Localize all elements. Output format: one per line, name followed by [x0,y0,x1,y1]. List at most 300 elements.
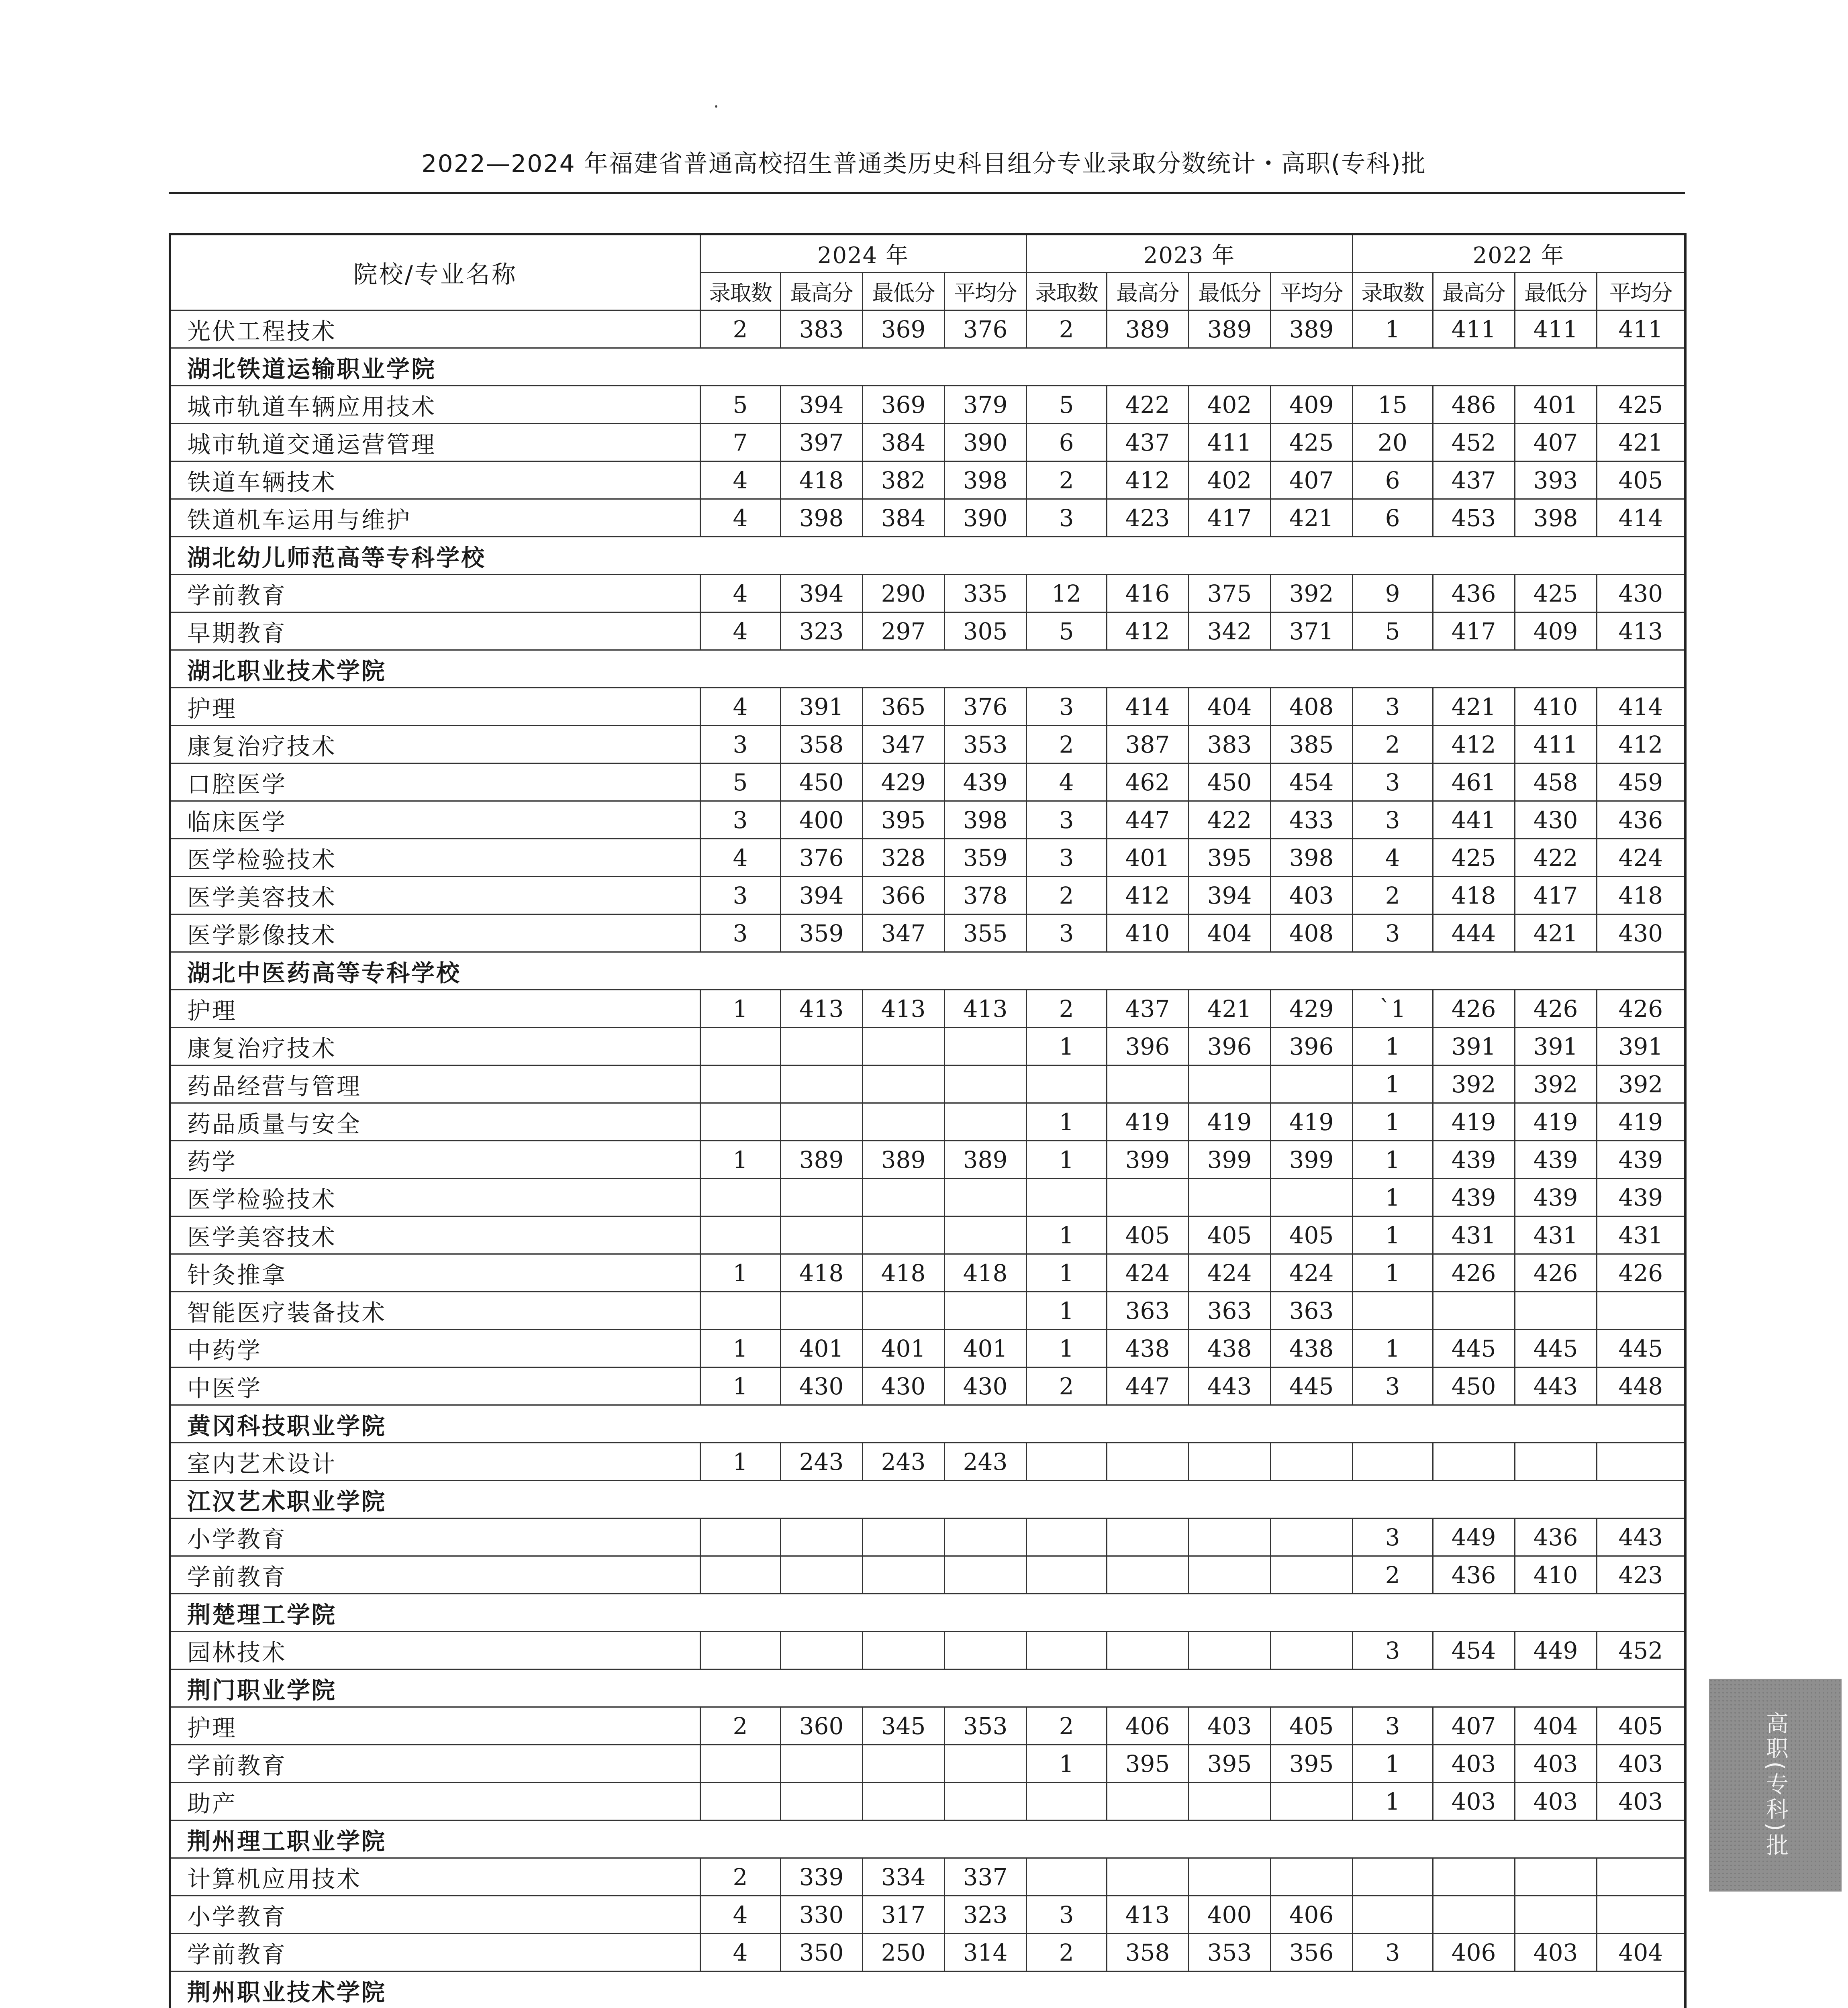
cell-2024-min [862,1292,944,1330]
cell-2024-count: 4 [700,461,780,499]
cell-2023-count: 1 [1026,1141,1107,1179]
cell-2022-avg: 414 [1597,688,1685,726]
cell-2022-max: 418 [1433,877,1515,914]
cell-2023-max: 424 [1107,1254,1188,1292]
cell-2022-count: 3 [1352,1707,1433,1745]
cell-2022-max: 436 [1433,1556,1515,1594]
cell-2022-min: 404 [1515,1707,1597,1745]
major-row [170,310,1685,348]
cell-2023-count: 1 [1026,1292,1107,1330]
cell-2023-min [1188,1443,1270,1481]
cell-2024-max: 330 [780,1896,862,1934]
cell-2023-max: 412 [1107,877,1188,914]
cell-2022-max: 392 [1433,1065,1515,1103]
cell-2023-min: 399 [1188,1141,1270,1179]
major-name: 学前教育 [170,1556,700,1594]
cell-2022-min: 458 [1515,763,1597,801]
cell-2023-max: 437 [1107,424,1188,461]
cell-2024-avg: 314 [944,1934,1026,1971]
cell-2024-max [780,1179,862,1216]
cell-2022-count: 9 [1352,575,1433,612]
cell-2022-min: 403 [1515,1934,1597,1971]
cell-2023-count [1026,1179,1107,1216]
cell-2023-count: 3 [1026,499,1107,537]
cell-2024-avg: 359 [944,839,1026,877]
cell-2022-count: `1 [1352,990,1433,1028]
cell-2024-count: 1 [700,1330,780,1367]
cell-2023-min: 389 [1188,310,1270,348]
cell-2024-avg [944,1783,1026,1820]
cell-2022-avg: 403 [1597,1783,1685,1820]
cell-2022-max: 454 [1433,1632,1515,1669]
cell-2022-count: 1 [1352,1028,1433,1065]
cell-2024-max: 400 [780,801,862,839]
cell-2023-min [1188,1858,1270,1896]
school-row [170,1481,1685,1518]
cell-2024-min: 290 [862,575,944,612]
cell-2023-avg [1270,1556,1352,1594]
cell-2024-max: 401 [780,1330,862,1367]
cell-2024-avg: 413 [944,990,1026,1028]
cell-2022-max: 439 [1433,1141,1515,1179]
major-row [170,1065,1685,1103]
cell-2022-min: 407 [1515,424,1597,461]
cell-2023-avg [1270,1783,1352,1820]
cell-2023-count: 2 [1026,1367,1107,1405]
cell-2024-min: 369 [862,386,944,424]
major-name: 医学美容技术 [170,877,700,914]
major-name: 临床医学 [170,801,700,839]
cell-2023-avg: 424 [1270,1254,1352,1292]
major-row [170,1141,1685,1179]
cell-2023-max: 423 [1107,499,1188,537]
cell-2022-avg: 413 [1597,612,1685,650]
cell-2023-max: 462 [1107,763,1188,801]
cell-2023-max: 447 [1107,801,1188,839]
cell-2022-max [1433,1292,1515,1330]
cell-2024-count [700,1632,780,1669]
sub-header-count: 录取数 [700,273,780,310]
major-name: 药品经营与管理 [170,1065,700,1103]
cell-2024-avg: 243 [944,1443,1026,1481]
major-row [170,1556,1685,1594]
cell-2022-min: 403 [1515,1783,1597,1820]
major-row [170,1858,1685,1896]
cell-2022-max: 426 [1433,990,1515,1028]
sub-header-max: 最高分 [780,273,862,310]
cell-2022-avg: 425 [1597,386,1685,424]
cell-2022-count: 1 [1352,310,1433,348]
cell-2023-max: 406 [1107,1707,1188,1745]
cell-2023-min: 383 [1188,726,1270,763]
cell-2024-max [780,1103,862,1141]
cell-2023-max: 412 [1107,612,1188,650]
cell-2023-avg: 399 [1270,1141,1352,1179]
school-row [170,952,1685,990]
cell-2023-avg: 409 [1270,386,1352,424]
cell-2022-min: 449 [1515,1632,1597,1669]
cell-2024-count: 1 [700,1141,780,1179]
cell-2022-max: 486 [1433,386,1515,424]
cell-2022-max [1433,1896,1515,1934]
cell-2022-count: 1 [1352,1254,1433,1292]
cell-2024-avg: 353 [944,726,1026,763]
cell-2022-avg: 443 [1597,1518,1685,1556]
cell-2023-count: 4 [1026,763,1107,801]
major-name: 中药学 [170,1330,700,1367]
cell-2023-avg [1270,1518,1352,1556]
cell-2024-min: 382 [862,461,944,499]
cell-2022-count [1352,1858,1433,1896]
major-name: 城市轨道交通运营管理 [170,424,700,461]
cell-2023-avg: 395 [1270,1745,1352,1783]
cell-2022-max: 411 [1433,310,1515,348]
cell-2024-avg: 398 [944,461,1026,499]
sub-header-avg: 平均分 [1597,273,1685,310]
cell-2023-min: 396 [1188,1028,1270,1065]
cell-2024-min: 384 [862,424,944,461]
cell-2024-max: 418 [780,461,862,499]
cell-2022-avg [1597,1292,1685,1330]
school-name: 荆州理工职业学院 [170,1820,1685,1858]
cell-2022-avg: 412 [1597,726,1685,763]
cell-2023-min [1188,1783,1270,1820]
cell-2022-avg: 404 [1597,1934,1685,1971]
major-name: 小学教育 [170,1896,700,1934]
cell-2024-avg: 335 [944,575,1026,612]
school-row [170,1405,1685,1443]
cell-2023-max: 438 [1107,1330,1188,1367]
cell-2023-count: 1 [1026,1254,1107,1292]
cell-2024-avg [944,1065,1026,1103]
cell-2024-count: 3 [700,726,780,763]
cell-2022-max: 425 [1433,839,1515,877]
cell-2022-max: 426 [1433,1254,1515,1292]
name-column-header: 院校/专业名称 [170,234,700,310]
cell-2024-count: 4 [700,688,780,726]
cell-2023-min: 422 [1188,801,1270,839]
cell-2023-max: 363 [1107,1292,1188,1330]
cell-2023-avg: 425 [1270,424,1352,461]
cell-2023-max [1107,1556,1188,1594]
school-row [170,650,1685,688]
cell-2023-count: 12 [1026,575,1107,612]
cell-2024-min [862,1556,944,1594]
cell-2023-count: 1 [1026,1216,1107,1254]
cell-2024-max: 323 [780,612,862,650]
cell-2022-count: 3 [1352,763,1433,801]
major-row [170,1518,1685,1556]
major-row [170,386,1685,424]
cell-2023-max: 437 [1107,990,1188,1028]
cell-2023-avg [1270,1179,1352,1216]
sub-header-count: 录取数 [1026,273,1107,310]
cell-2024-avg: 323 [944,1896,1026,1934]
cell-2024-min: 317 [862,1896,944,1934]
cell-2022-max: 450 [1433,1367,1515,1405]
major-name: 学前教育 [170,1745,700,1783]
cell-2024-avg: 390 [944,499,1026,537]
major-name: 针灸推拿 [170,1254,700,1292]
cell-2024-max [780,1632,862,1669]
cell-2023-avg [1270,1065,1352,1103]
cell-2024-max [780,1556,862,1594]
cell-2022-min: 426 [1515,990,1597,1028]
major-row [170,461,1685,499]
cell-2023-count: 3 [1026,688,1107,726]
school-name: 荆州职业技术学院 [170,1971,1685,2008]
cell-2024-avg: 376 [944,310,1026,348]
cell-2022-max: 421 [1433,688,1515,726]
cell-2023-max [1107,1783,1188,1820]
major-name: 医学检验技术 [170,839,700,877]
major-name: 医学影像技术 [170,914,700,952]
cell-2024-max: 397 [780,424,862,461]
cell-2023-min: 443 [1188,1367,1270,1405]
school-name: 湖北职业技术学院 [170,650,1685,688]
major-name: 室内艺术设计 [170,1443,700,1481]
major-row [170,575,1685,612]
sub-header-min: 最低分 [1188,273,1270,310]
cell-2022-max: 403 [1433,1745,1515,1783]
cell-2022-min: 411 [1515,726,1597,763]
cell-2023-count: 2 [1026,726,1107,763]
cell-2024-max: 391 [780,688,862,726]
cell-2022-max [1433,1443,1515,1481]
cell-2024-min: 389 [862,1141,944,1179]
cell-2024-count [700,1518,780,1556]
cell-2022-max: 452 [1433,424,1515,461]
cell-2023-min: 402 [1188,461,1270,499]
cell-2024-min: 430 [862,1367,944,1405]
major-name: 计算机应用技术 [170,1858,700,1896]
cell-2022-count: 15 [1352,386,1433,424]
cell-2022-max: 449 [1433,1518,1515,1556]
cell-2024-count: 4 [700,499,780,537]
major-row [170,1254,1685,1292]
cell-2022-max: 437 [1433,461,1515,499]
cell-2024-min: 297 [862,612,944,650]
major-row [170,612,1685,650]
cell-2022-min [1515,1896,1597,1934]
cell-2022-max: 441 [1433,801,1515,839]
cell-2024-min: 347 [862,726,944,763]
cell-2023-count: 2 [1026,310,1107,348]
cell-2022-min: 398 [1515,499,1597,537]
major-name: 城市轨道车辆应用技术 [170,386,700,424]
cell-2024-max: 383 [780,310,862,348]
cell-2022-min: 392 [1515,1065,1597,1103]
cell-2023-min: 395 [1188,1745,1270,1783]
major-row [170,990,1685,1028]
cell-2023-min: 342 [1188,612,1270,650]
section-side-tab [1709,1679,1842,1892]
cell-2022-avg: 439 [1597,1179,1685,1216]
school-row [170,1669,1685,1707]
cell-2022-avg: 421 [1597,424,1685,461]
cell-2022-avg: 426 [1597,990,1685,1028]
cell-2024-min: 401 [862,1330,944,1367]
major-name: 助产 [170,1783,700,1820]
cell-2024-count: 4 [700,612,780,650]
cell-2024-max: 394 [780,575,862,612]
cell-2024-max: 413 [780,990,862,1028]
cell-2022-avg: 445 [1597,1330,1685,1367]
major-name: 光伏工程技术 [170,310,700,348]
cell-2024-count [700,1556,780,1594]
cell-2023-count: 3 [1026,839,1107,877]
major-name: 护理 [170,688,700,726]
major-name: 药学 [170,1141,700,1179]
cell-2024-max [780,1518,862,1556]
school-name: 荆楚理工学院 [170,1594,1685,1632]
cell-2023-min: 403 [1188,1707,1270,1745]
major-row [170,1443,1685,1481]
cell-2022-min: 391 [1515,1028,1597,1065]
cell-2023-avg: 363 [1270,1292,1352,1330]
cell-2024-min: 328 [862,839,944,877]
cell-2022-count: 3 [1352,1518,1433,1556]
cell-2023-count: 1 [1026,1745,1107,1783]
major-name: 铁道机车运用与维护 [170,499,700,537]
cell-2023-min: 405 [1188,1216,1270,1254]
major-row [170,1707,1685,1745]
cell-2023-count: 1 [1026,1103,1107,1141]
cell-2024-avg [944,1179,1026,1216]
cell-2023-avg [1270,1443,1352,1481]
cell-2024-max: 339 [780,1858,862,1896]
cell-2022-min: 417 [1515,877,1597,914]
cell-2023-avg: 408 [1270,914,1352,952]
cell-2023-count: 2 [1026,990,1107,1028]
cell-2023-avg: 396 [1270,1028,1352,1065]
cell-2024-max [780,1745,862,1783]
cell-2023-min [1188,1065,1270,1103]
cell-2024-count: 2 [700,1707,780,1745]
cell-2023-count: 1 [1026,1330,1107,1367]
major-row [170,1896,1685,1934]
cell-2023-avg: 438 [1270,1330,1352,1367]
cell-2023-max: 413 [1107,1896,1188,1934]
cell-2022-max: 445 [1433,1330,1515,1367]
cell-2024-min [862,1518,944,1556]
cell-2024-avg [944,1556,1026,1594]
cell-2024-min [862,1745,944,1783]
cell-2022-min: 409 [1515,612,1597,650]
cell-2024-count: 3 [700,801,780,839]
cell-2022-min: 410 [1515,688,1597,726]
cell-2022-min [1515,1858,1597,1896]
major-row [170,1330,1685,1367]
major-row [170,1179,1685,1216]
cell-2022-count: 6 [1352,499,1433,537]
cell-2024-avg: 401 [944,1330,1026,1367]
cell-2022-min: 439 [1515,1179,1597,1216]
cell-2024-count [700,1103,780,1141]
cell-2022-avg: 391 [1597,1028,1685,1065]
cell-2024-min: 366 [862,877,944,914]
major-row [170,1367,1685,1405]
year-header-2024: 2024 年 [700,234,1026,273]
cell-2023-max: 387 [1107,726,1188,763]
major-row [170,424,1685,461]
cell-2023-avg: 403 [1270,877,1352,914]
cell-2024-avg: 378 [944,877,1026,914]
cell-2022-avg: 430 [1597,914,1685,952]
cell-2022-avg [1597,1443,1685,1481]
cell-2023-avg: 406 [1270,1896,1352,1934]
cell-2024-count: 1 [700,1367,780,1405]
cell-2024-avg: 379 [944,386,1026,424]
cell-2023-count: 5 [1026,386,1107,424]
cell-2022-count: 3 [1352,1632,1433,1669]
major-row [170,1934,1685,1971]
cell-2022-count: 20 [1352,424,1433,461]
cell-2023-count: 5 [1026,612,1107,650]
cell-2023-max: 414 [1107,688,1188,726]
cell-2022-count: 4 [1352,839,1433,877]
cell-2024-max: 376 [780,839,862,877]
cell-2023-count [1026,1632,1107,1669]
cell-2024-min: 395 [862,801,944,839]
cell-2023-max [1107,1443,1188,1481]
cell-2022-min: 421 [1515,914,1597,952]
major-row [170,1745,1685,1783]
cell-2023-max: 419 [1107,1103,1188,1141]
major-row [170,688,1685,726]
cell-2022-count: 2 [1352,726,1433,763]
cell-2022-count: 1 [1352,1141,1433,1179]
cell-2024-count: 2 [700,1858,780,1896]
cell-2024-avg: 353 [944,1707,1026,1745]
major-row [170,1783,1685,1820]
cell-2024-avg [944,1632,1026,1669]
cell-2023-count: 1 [1026,1028,1107,1065]
cell-2023-avg: 356 [1270,1934,1352,1971]
cell-2024-count: 4 [700,839,780,877]
cell-2022-count: 3 [1352,801,1433,839]
cell-2022-count: 3 [1352,1367,1433,1405]
cell-2022-max: 407 [1433,1707,1515,1745]
cell-2024-min: 250 [862,1934,944,1971]
cell-2024-avg [944,1103,1026,1141]
cell-2023-avg [1270,1632,1352,1669]
cell-2022-avg: 424 [1597,839,1685,877]
sub-header-avg: 平均分 [1270,273,1352,310]
cell-2023-avg: 419 [1270,1103,1352,1141]
cell-2022-count: 5 [1352,612,1433,650]
major-name: 学前教育 [170,575,700,612]
cell-2022-min: 443 [1515,1367,1597,1405]
cell-2024-max: 389 [780,1141,862,1179]
cell-2024-max: 360 [780,1707,862,1745]
cell-2024-min [862,1216,944,1254]
cell-2023-avg: 421 [1270,499,1352,537]
cell-2022-min [1515,1443,1597,1481]
cell-2023-avg: 371 [1270,612,1352,650]
cell-2024-count [700,1745,780,1783]
cell-2023-min: 404 [1188,914,1270,952]
cell-2022-count: 1 [1352,1103,1433,1141]
cell-2023-count: 2 [1026,877,1107,914]
cell-2022-count [1352,1443,1433,1481]
year-header-2023: 2023 年 [1026,234,1352,273]
major-row [170,914,1685,952]
cell-2022-max [1433,1858,1515,1896]
cell-2022-count: 1 [1352,1330,1433,1367]
cell-2023-avg: 398 [1270,839,1352,877]
cell-2023-count: 2 [1026,1707,1107,1745]
